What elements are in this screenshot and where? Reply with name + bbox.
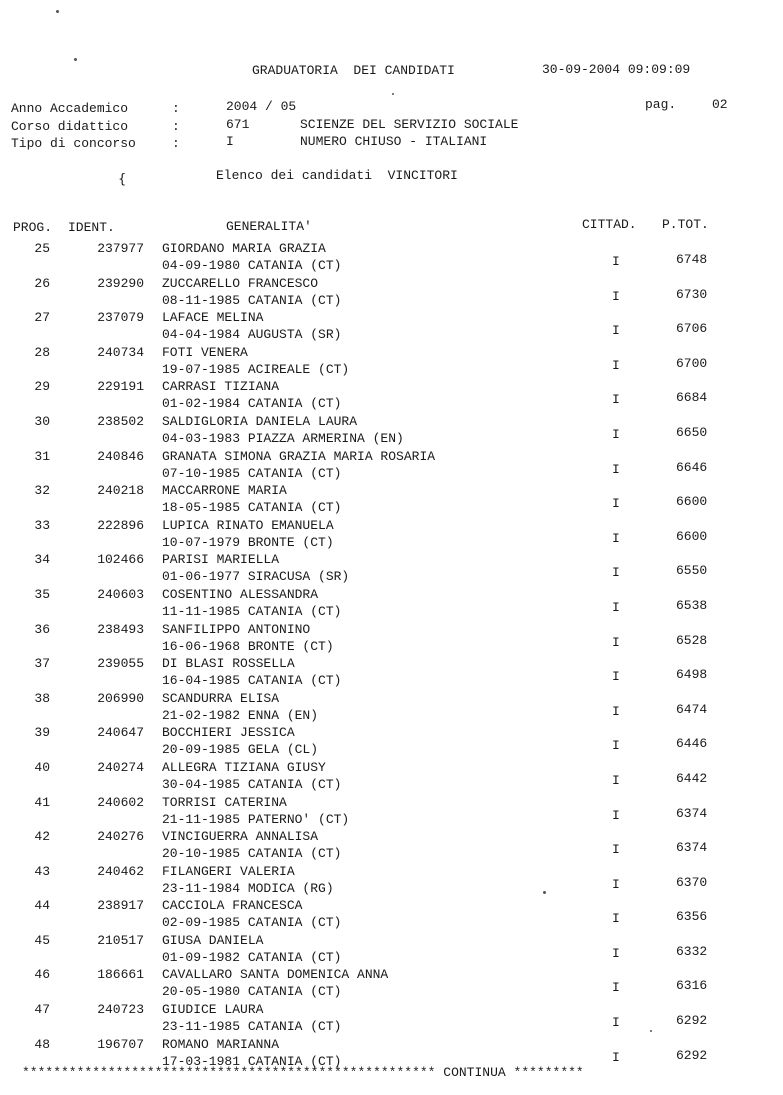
table-row [0,309,783,344]
meta-value-corso: 671 [226,117,250,132]
candidates-table [0,240,783,1070]
row-birth-info: 30-04-1985 CATANIA (CT) [162,776,342,792]
row-prog: 38 [34,690,50,706]
row-ident: 229191 [97,379,144,395]
row-punteggio-totale: 6374 [676,805,708,821]
row-prog: 27 [34,310,50,326]
row-prog: 36 [34,621,50,637]
page-label: pag. [645,97,677,112]
row-prog: 41 [34,794,50,810]
row-birth-info: 16-06-1968 BRONTE (CT) [162,638,334,654]
row-ident: 238493 [97,621,144,637]
row-cittadinanza: I [612,288,620,304]
row-cittadinanza: I [612,254,620,269]
row-cittadinanza: I [612,945,620,961]
table-row [0,932,783,967]
row-cittadinanza: I [612,461,620,477]
row-cittadinanza: I [612,323,620,339]
row-birth-info: 19-07-1985 ACIREALE (CT) [162,361,350,377]
row-birth-info: 23-11-1984 MODICA (RG) [162,880,334,896]
row-punteggio-totale: 6684 [676,390,708,406]
column-header-prog: PROG. [13,220,53,235]
row-name: ROMANO MARIANNA [162,1036,280,1052]
row-prog: 39 [34,725,50,741]
row-punteggio-totale: 6474 [676,701,708,717]
row-ident: 240218 [97,483,144,499]
footer-stars-left: ***************************************************** [22,1065,436,1080]
row-punteggio-totale: 6550 [676,563,708,579]
scan-speck [543,891,546,894]
row-ident: 196707 [97,1036,144,1052]
row-punteggio-totale: 6650 [676,424,708,440]
row-birth-info: 11-11-1985 CATANIA (CT) [162,603,342,619]
scan-speck [74,58,77,61]
row-prog: 47 [34,1002,50,1018]
row-birth-info: 10-07-1979 BRONTE (CT) [162,534,334,550]
row-name: GIORDANO MARIA GRAZIA [162,241,326,256]
row-name: BOCCHIERI JESSICA [162,725,295,741]
row-ident: 240723 [97,1002,144,1018]
table-row [0,413,783,448]
row-birth-info: 04-09-1980 CATANIA (CT) [162,258,342,273]
row-cittadinanza: I [612,807,620,823]
row-cittadinanza: I [612,842,620,858]
row-ident: 240274 [97,759,144,775]
meta-value-anno: 2004 / 05 [226,99,297,114]
row-cittadinanza: I [612,565,620,581]
meta-desc-tipo: NUMERO CHIUSO - ITALIANI [300,134,488,149]
row-name: CACCIOLA FRANCESCA [162,898,303,914]
column-header-generalita: GENERALITA' [226,219,312,234]
row-birth-info: 21-11-1985 PATERNO' (CT) [162,811,350,827]
row-name: ZUCCARELLO FRANCESCO [162,275,319,291]
row-prog: 29 [34,379,50,395]
row-birth-info: 07-10-1985 CATANIA (CT) [162,465,342,481]
row-birth-info: 20-05-1980 CATANIA (CT) [162,984,342,1000]
row-ident: 186661 [97,967,144,983]
row-punteggio-totale: 6600 [676,528,708,544]
row-birth-info: 01-06-1977 SIRACUSA (SR) [162,569,350,585]
row-cittadinanza: I [612,669,620,685]
row-prog: 28 [34,344,50,360]
row-ident: 237079 [97,310,144,326]
row-prog: 35 [34,586,50,602]
meta-colon: : [172,119,180,134]
row-punteggio-totale: 6332 [676,943,708,959]
row-ident: 240603 [97,586,144,602]
row-name: GIUSA DANIELA [162,932,264,948]
row-ident: 210517 [97,932,144,948]
row-prog: 34 [34,552,50,568]
print-datetime: 30-09-2004 09:09:09 [542,62,691,77]
table-row [0,517,783,552]
table-row [0,586,783,621]
row-prog: 40 [34,759,50,775]
row-ident: 240462 [97,863,144,879]
row-prog: 33 [34,517,50,533]
row-prog: 42 [34,829,50,845]
row-prog: 45 [34,932,50,948]
table-row [0,863,783,898]
row-name: GIUDICE LAURA [162,1002,264,1018]
row-punteggio-totale: 6446 [676,736,708,752]
row-name: MACCARRONE MARIA [162,483,287,499]
row-punteggio-totale: 6292 [676,1013,708,1029]
table-row [0,482,783,517]
continua-label: CONTINUA [443,1065,506,1080]
pen-mark: { [118,172,127,187]
row-name: CAVALLARO SANTA DOMENICA ANNA [162,967,389,983]
row-cittadinanza: I [612,738,620,754]
row-cittadinanza: I [612,496,620,512]
row-birth-info: 01-09-1982 CATANIA (CT) [162,949,342,965]
page-title: GRADUATORIA DEI CANDIDATI [252,63,455,78]
row-ident: 240846 [97,448,144,464]
scan-speck [650,1030,652,1032]
page-footer [22,1065,584,1080]
row-punteggio-totale: 6748 [676,252,708,267]
table-row [0,1001,783,1036]
table-row [0,240,783,275]
footer-stars-right: ********* [513,1065,584,1080]
table-row [0,794,783,829]
row-prog: 26 [34,275,50,291]
row-name: CARRASI TIZIANA [162,379,280,395]
row-cittadinanza: I [612,703,620,719]
row-punteggio-totale: 6730 [676,286,708,302]
row-birth-info: 16-04-1985 CATANIA (CT) [162,673,342,689]
row-birth-info: 17-03-1981 CATANIA (CT) [162,1053,342,1069]
table-row [0,551,783,586]
row-punteggio-totale: 6316 [676,978,708,994]
row-cittadinanza: I [612,599,620,615]
row-prog: 31 [34,448,50,464]
row-prog: 44 [34,898,50,914]
table-row [0,690,783,725]
row-name: TORRISI CATERINA [162,794,287,810]
row-punteggio-totale: 6646 [676,459,708,475]
row-prog: 46 [34,967,50,983]
row-cittadinanza: I [612,357,620,373]
row-name: FILANGERI VALERIA [162,863,295,879]
meta-label-tipo: Tipo di concorso [11,136,136,151]
row-ident: 102466 [97,552,144,568]
list-title: Elenco dei candidati VINCITORI [216,168,458,183]
row-name: LUPICA RINATO EMANUELA [162,517,334,533]
row-ident: 238502 [97,413,144,429]
table-row [0,621,783,656]
row-name: PARISI MARIELLA [162,552,280,568]
row-prog: 37 [34,656,50,672]
row-punteggio-totale: 6370 [676,874,708,890]
row-prog: 30 [34,413,50,429]
meta-label-anno: Anno Accademico [11,101,129,116]
row-punteggio-totale: 6706 [676,321,708,337]
row-birth-info: 08-11-1985 CATANIA (CT) [162,292,342,308]
table-row [0,828,783,863]
row-name: LAFACE MELINA [162,310,264,326]
row-cittadinanza: I [612,426,620,442]
row-cittadinanza: I [612,530,620,546]
row-name: VINCIGUERRA ANNALISA [162,829,319,845]
row-name: SANFILIPPO ANTONINO [162,621,311,637]
row-punteggio-totale: 6292 [676,1047,708,1063]
scan-speck [56,10,59,13]
row-cittadinanza: I [612,911,620,927]
table-row [0,275,783,310]
row-birth-info: 23-11-1985 CATANIA (CT) [162,1019,342,1035]
column-header-cittad: CITTAD. [582,217,637,232]
row-ident: 222896 [97,517,144,533]
table-row [0,655,783,690]
row-birth-info: 21-02-1982 ENNA (EN) [162,707,319,723]
row-punteggio-totale: 6600 [676,494,708,510]
row-prog: 43 [34,863,50,879]
column-header-ptot: P.TOT. [662,217,709,232]
row-cittadinanza: I [612,1015,620,1031]
row-cittadinanza: I [612,1049,620,1065]
row-punteggio-totale: 6356 [676,909,708,925]
row-punteggio-totale: 6528 [676,632,708,648]
row-punteggio-totale: 6442 [676,770,708,786]
meta-desc-corso: SCIENZE DEL SERVIZIO SOCIALE [300,117,519,132]
page-number: 02 [712,97,728,112]
row-punteggio-totale: 6498 [676,667,708,683]
row-prog: 25 [34,241,50,256]
table-row [0,344,783,379]
row-ident: 237977 [97,241,144,256]
row-ident: 240734 [97,344,144,360]
row-cittadinanza: I [612,634,620,650]
row-birth-info: 01-02-1984 CATANIA (CT) [162,396,342,412]
row-ident: 240602 [97,794,144,810]
table-row [0,378,783,413]
row-birth-info: 04-04-1984 AUGUSTA (SR) [162,327,342,343]
table-row [0,448,783,483]
row-name: GRANATA SIMONA GRAZIA MARIA ROSARIA [162,448,436,464]
row-name: FOTI VENERA [162,344,248,360]
meta-value-tipo: I [226,134,234,149]
row-name: DI BLASI ROSSELLA [162,656,295,672]
row-name: COSENTINO ALESSANDRA [162,586,319,602]
row-punteggio-totale: 6538 [676,597,708,613]
row-ident: 240647 [97,725,144,741]
row-birth-info: 20-10-1985 CATANIA (CT) [162,846,342,862]
row-name: SCANDURRA ELISA [162,690,280,706]
meta-label-corso: Corso didattico [11,119,129,134]
table-row [0,897,783,932]
meta-colon: : [172,101,180,116]
row-cittadinanza: I [612,772,620,788]
row-ident: 239290 [97,275,144,291]
scan-speck [392,93,394,95]
row-ident: 239055 [97,656,144,672]
row-prog: 48 [34,1036,50,1052]
row-name: ALLEGRA TIZIANA GIUSY [162,759,326,775]
meta-colon: : [172,136,180,151]
column-header-ident: IDENT. [68,220,115,235]
row-ident: 238917 [97,898,144,914]
row-birth-info: 18-05-1985 CATANIA (CT) [162,500,342,516]
row-birth-info: 02-09-1985 CATANIA (CT) [162,915,342,931]
row-cittadinanza: I [612,392,620,408]
row-ident: 240276 [97,829,144,845]
row-punteggio-totale: 6374 [676,840,708,856]
row-prog: 32 [34,483,50,499]
row-cittadinanza: I [612,980,620,996]
row-name: SALDIGLORIA DANIELA LAURA [162,413,358,429]
row-birth-info: 04-03-1983 PIAZZA ARMERINA (EN) [162,430,404,446]
table-row [0,966,783,1001]
table-row [0,759,783,794]
row-punteggio-totale: 6700 [676,355,708,371]
table-row [0,724,783,759]
row-birth-info: 20-09-1985 GELA (CL) [162,742,319,758]
row-cittadinanza: I [612,876,620,892]
row-ident: 206990 [97,690,144,706]
